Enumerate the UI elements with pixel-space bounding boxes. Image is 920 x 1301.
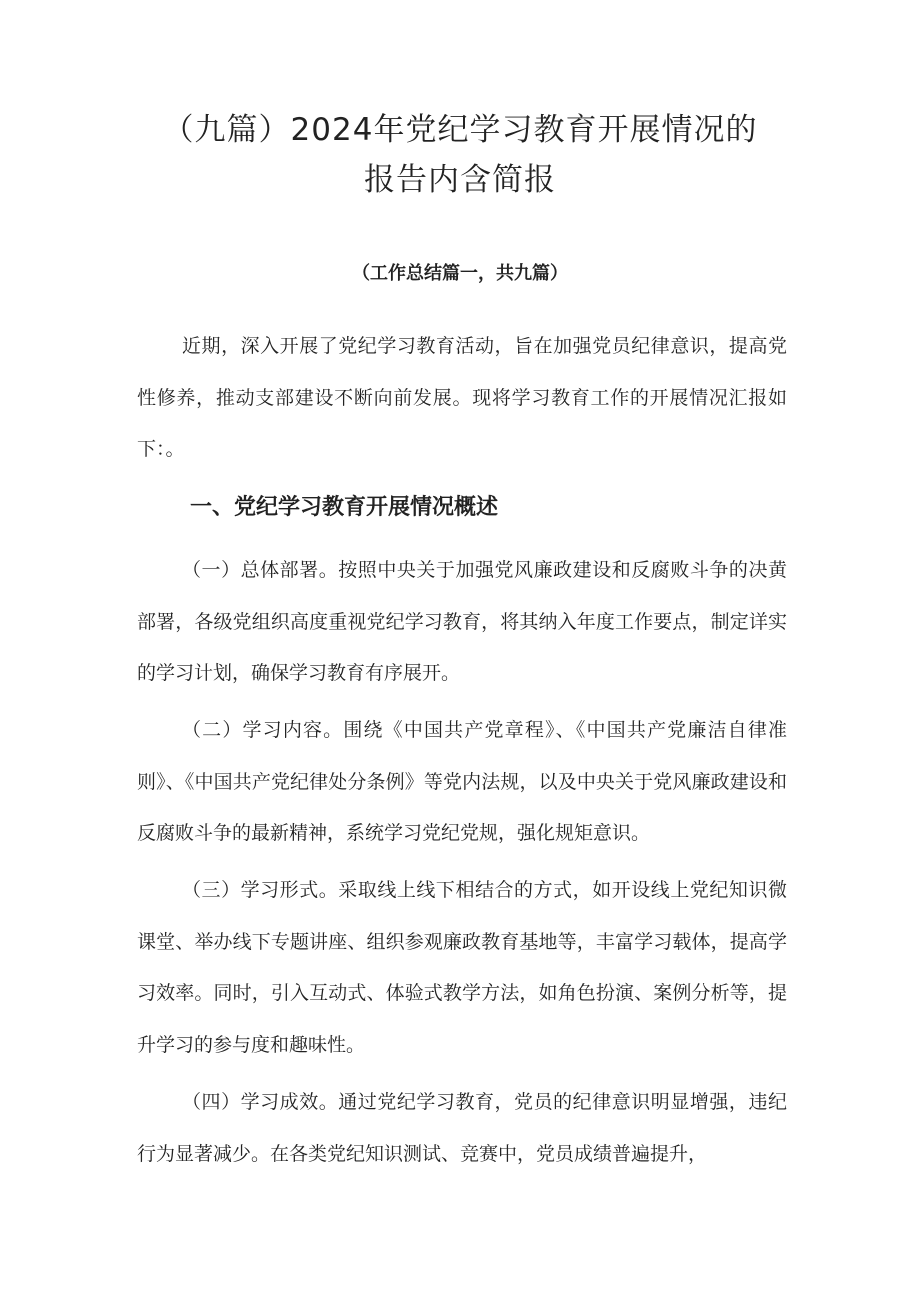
paragraph-study-results: （四）学习成效。通过党纪学习教育，党员的纪律意识明显增强，违纪行为显著减少。在各类党纪知识测试、竞赛中，党员成绩普遍提升，: [137, 1091, 787, 1165]
paragraph-overall-deployment: （一）总体部署。按照中央关于加强党风廉政建设和反腐败斗争的决黄部署，各级党组织高度重视党纪学习教育，将其纳入年度工作要点，制定详实的学习计划，确保学习教育有序展开。: [137, 559, 787, 684]
intro-paragraph: 近期，深入开展了党纪学习教育活动，旨在加强党员纪律意识，提高党性修养，推动支部建设不断向前发展。现将学习教育工作的开展情况汇报如下：。: [137, 335, 787, 460]
document-title-line-2: 报告内含简报: [364, 162, 556, 198]
section-heading-overview: 一、党纪学习教育开展情况概述: [190, 495, 499, 520]
paragraph-study-form: （三）学习形式。采取线上线下相结合的方式，如开设线上党纪知识微课堂、举办线下专题讲座、组织参观廉政教育基地等，丰富学习载体，提高学习效率。同时，引入互动式、体验式教学方法，如角色扮演、案例分析等，提升学习的参与度和趣味性。: [137, 879, 787, 1056]
paragraph-study-content: （二）学习内容。围绕《中国共产党章程》、《中国共产党廉洁自律准则》、《中国共产党纪律处分条例》等党内法规，以及中央关于党风廉政建设和反腐败斗争的最新精神，系统学习党纪党规，强化规矩意识。: [137, 719, 787, 844]
document-subtitle: （工作总结篇一，共九篇）: [352, 263, 568, 284]
document-title-line-1: （九篇）2024年党纪学习教育开展情况的: [162, 112, 758, 148]
